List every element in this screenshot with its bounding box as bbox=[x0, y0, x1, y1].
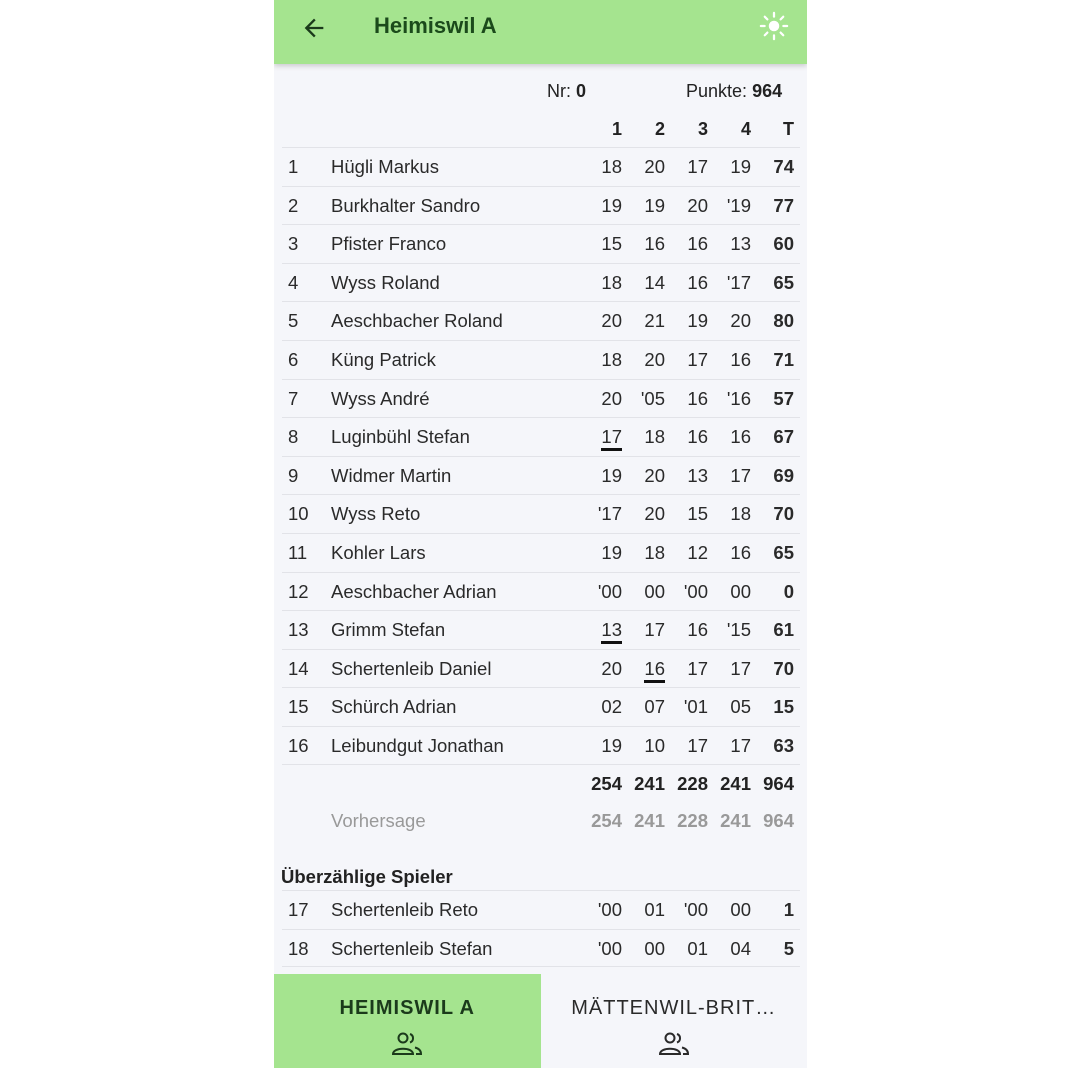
player-name: Wyss André bbox=[331, 387, 430, 409]
column-header-4: 4 bbox=[740, 119, 751, 139]
nr-label: Nr: bbox=[547, 81, 571, 101]
player-name: Wyss Roland bbox=[331, 271, 440, 293]
player-total: 0 bbox=[783, 580, 794, 602]
score-round-4: '15 bbox=[726, 619, 751, 641]
score-round-4: 00 bbox=[730, 580, 751, 602]
score-round-3: '00 bbox=[683, 899, 708, 920]
score-round-2: 18 bbox=[644, 426, 665, 448]
score-round-2: 00 bbox=[644, 937, 665, 959]
total-round-1: 254 bbox=[591, 773, 622, 794]
player-row[interactable] bbox=[282, 494, 800, 533]
punkte-label: Punkte: bbox=[686, 81, 748, 101]
bottom-tab-bar bbox=[274, 974, 807, 1068]
sun-icon bbox=[759, 11, 789, 41]
score-round-4: 17 bbox=[730, 657, 751, 679]
group-icon bbox=[390, 1030, 424, 1058]
player-name: Schertenleib Stefan bbox=[331, 937, 493, 959]
score-round-2: 00 bbox=[644, 580, 665, 602]
underlined-score: 13 bbox=[601, 619, 622, 644]
score-round-1: 20 bbox=[601, 310, 622, 332]
extra-player-list bbox=[282, 890, 800, 967]
player-rank: 14 bbox=[288, 657, 309, 679]
player-rank: 7 bbox=[288, 387, 299, 409]
player-name: Leibundgut Jonathan bbox=[331, 734, 504, 756]
player-name: Luginbühl Stefan bbox=[331, 426, 470, 448]
player-total: 71 bbox=[773, 348, 794, 370]
column-header-total: T bbox=[783, 119, 794, 139]
back-button[interactable] bbox=[296, 10, 332, 46]
score-round-2: 10 bbox=[644, 734, 665, 756]
player-total: 5 bbox=[783, 937, 794, 959]
player-row[interactable] bbox=[282, 572, 800, 611]
player-total: 61 bbox=[773, 619, 794, 641]
player-total: 67 bbox=[773, 426, 794, 448]
player-list bbox=[282, 147, 800, 765]
theme-toggle-button[interactable] bbox=[756, 8, 792, 44]
player-rank: 4 bbox=[288, 271, 299, 293]
player-name: Schertenleib Daniel bbox=[331, 657, 492, 679]
forecast-round-4: 241 bbox=[720, 810, 751, 831]
score-round-2: 19 bbox=[644, 194, 665, 216]
score-round-4: 17 bbox=[730, 464, 751, 486]
score-round-4: 05 bbox=[730, 696, 751, 718]
player-total: 70 bbox=[773, 657, 794, 679]
score-round-2: 21 bbox=[644, 310, 665, 332]
score-round-1 bbox=[582, 611, 622, 648]
score-round-2: 16 bbox=[644, 233, 665, 255]
player-rank: 3 bbox=[288, 233, 299, 255]
player-total: 65 bbox=[773, 541, 794, 563]
player-total: 15 bbox=[773, 696, 794, 718]
player-rank: 2 bbox=[288, 194, 299, 216]
score-round-1: 19 bbox=[601, 464, 622, 486]
player-row[interactable] bbox=[282, 610, 800, 649]
score-round-3: 20 bbox=[687, 194, 708, 216]
score-round-1: '17 bbox=[597, 503, 622, 525]
score-round-3: 17 bbox=[687, 657, 708, 679]
total-round-3: 228 bbox=[677, 773, 708, 794]
player-total: 1 bbox=[783, 899, 794, 920]
score-round-3: 17 bbox=[687, 156, 708, 177]
score-round-2: 07 bbox=[644, 696, 665, 718]
total-round-4: 241 bbox=[720, 773, 751, 794]
player-total: 70 bbox=[773, 503, 794, 525]
player-rank: 5 bbox=[288, 310, 299, 332]
score-round-1: '00 bbox=[597, 899, 622, 920]
totals-row bbox=[282, 764, 800, 803]
player-rank: 10 bbox=[288, 503, 309, 525]
underlined-score: 17 bbox=[601, 426, 622, 451]
player-total: 63 bbox=[773, 734, 794, 756]
score-round-1: '00 bbox=[597, 937, 622, 959]
player-row[interactable] bbox=[282, 379, 800, 418]
group-icon bbox=[657, 1030, 691, 1058]
score-round-3: 01 bbox=[687, 937, 708, 959]
player-row[interactable] bbox=[282, 726, 800, 765]
player-name: Kohler Lars bbox=[331, 541, 426, 563]
score-round-2: 18 bbox=[644, 541, 665, 563]
player-row[interactable] bbox=[282, 301, 800, 340]
column-header-2: 2 bbox=[654, 119, 665, 139]
score-round-3: 16 bbox=[687, 619, 708, 641]
score-round-4: 04 bbox=[730, 937, 751, 959]
score-round-3: '00 bbox=[683, 580, 708, 602]
player-row[interactable] bbox=[282, 649, 800, 688]
score-round-1: 19 bbox=[601, 734, 622, 756]
player-row[interactable] bbox=[282, 533, 800, 572]
player-total: 80 bbox=[773, 310, 794, 332]
app-bar bbox=[274, 0, 807, 64]
score-round-3: 16 bbox=[687, 387, 708, 409]
score-round-3: 16 bbox=[687, 426, 708, 448]
score-round-3: 19 bbox=[687, 310, 708, 332]
score-round-3: '01 bbox=[683, 696, 708, 718]
score-round-4: 16 bbox=[730, 426, 751, 448]
score-round-1 bbox=[582, 418, 622, 455]
forecast-round-1: 254 bbox=[591, 810, 622, 831]
player-total: 69 bbox=[773, 464, 794, 486]
player-name: Pfister Franco bbox=[331, 233, 447, 255]
score-round-4: 18 bbox=[730, 503, 751, 525]
player-rank: 11 bbox=[288, 541, 308, 563]
score-round-1: 18 bbox=[601, 156, 622, 177]
player-name: Aeschbacher Roland bbox=[331, 310, 503, 332]
player-total: 65 bbox=[773, 271, 794, 293]
score-round-1: 20 bbox=[601, 387, 622, 409]
player-row[interactable] bbox=[282, 147, 800, 186]
score-round-4: 20 bbox=[730, 310, 751, 332]
score-round-1: 19 bbox=[601, 194, 622, 216]
score-round-3: 17 bbox=[687, 734, 708, 756]
player-total: 60 bbox=[773, 233, 794, 255]
score-round-3: 15 bbox=[687, 503, 708, 525]
score-round-3: 17 bbox=[687, 348, 708, 370]
app-screen bbox=[274, 0, 807, 1068]
player-row[interactable] bbox=[282, 417, 800, 456]
score-round-2: 17 bbox=[644, 619, 665, 641]
score-round-3: 16 bbox=[687, 233, 708, 255]
score-round-4: 16 bbox=[730, 541, 751, 563]
tab-maettenwil-brit[interactable] bbox=[541, 974, 808, 1068]
team-score-table bbox=[274, 64, 807, 974]
player-name: Schürch Adrian bbox=[331, 696, 457, 718]
column-header-1: 1 bbox=[611, 119, 622, 139]
score-round-1: '00 bbox=[597, 580, 622, 602]
score-round-2: 20 bbox=[644, 503, 665, 525]
player-rank: 8 bbox=[288, 426, 299, 448]
player-total: 74 bbox=[773, 156, 794, 177]
player-row[interactable] bbox=[282, 263, 800, 302]
player-name: Küng Patrick bbox=[331, 348, 436, 370]
player-total: 77 bbox=[773, 194, 794, 216]
score-round-1: 19 bbox=[601, 541, 622, 563]
score-round-2: 14 bbox=[644, 271, 665, 293]
forecast-label: Vorhersage bbox=[331, 810, 426, 831]
score-round-3: 16 bbox=[687, 271, 708, 293]
player-rank: 16 bbox=[288, 734, 309, 756]
player-name: Burkhalter Sandro bbox=[331, 194, 481, 216]
page-title: Heimiswil A bbox=[374, 13, 497, 38]
tab-label: HEIMISWIL A bbox=[339, 997, 475, 1019]
forecast-row bbox=[282, 802, 800, 840]
score-round-2 bbox=[625, 650, 665, 687]
score-round-4: '16 bbox=[726, 387, 751, 409]
score-round-4: 19 bbox=[730, 156, 751, 177]
score-round-1: 20 bbox=[601, 657, 622, 679]
nr-info bbox=[547, 80, 586, 102]
score-round-2: 20 bbox=[644, 348, 665, 370]
score-round-4: '17 bbox=[726, 271, 751, 293]
player-row[interactable] bbox=[282, 456, 800, 495]
player-row[interactable] bbox=[282, 890, 800, 929]
player-name: Schertenleib Reto bbox=[331, 899, 479, 920]
player-row[interactable] bbox=[282, 687, 800, 726]
player-rank: 15 bbox=[288, 696, 309, 718]
arrow-left-icon bbox=[300, 14, 328, 42]
forecast-round-3: 228 bbox=[677, 810, 708, 831]
score-round-2: 20 bbox=[644, 156, 665, 177]
score-round-4: '19 bbox=[726, 194, 751, 216]
player-name: Hügli Markus bbox=[331, 156, 439, 177]
player-row[interactable] bbox=[282, 186, 800, 225]
score-round-3: 13 bbox=[687, 464, 708, 486]
score-round-2: 20 bbox=[644, 464, 665, 486]
forecast-round-2: 241 bbox=[634, 810, 665, 831]
score-round-4: 16 bbox=[730, 348, 751, 370]
score-round-4: 13 bbox=[730, 233, 751, 255]
punkte-info bbox=[686, 80, 782, 102]
player-name: Widmer Martin bbox=[331, 464, 452, 486]
total-round-2: 241 bbox=[634, 773, 665, 794]
player-rank: 18 bbox=[288, 937, 309, 959]
score-round-1: 18 bbox=[601, 348, 622, 370]
player-rank: 17 bbox=[288, 899, 309, 920]
player-rank: 1 bbox=[288, 156, 299, 177]
score-round-2: '05 bbox=[640, 387, 665, 409]
extra-players-heading: Überzählige Spieler bbox=[281, 866, 453, 887]
tab-label: MÄTTENWIL-BRIT… bbox=[571, 997, 777, 1019]
player-name: Grimm Stefan bbox=[331, 619, 446, 641]
player-rank: 9 bbox=[288, 464, 299, 486]
player-name: Wyss Reto bbox=[331, 503, 421, 525]
player-row[interactable] bbox=[282, 929, 800, 968]
player-rank: 13 bbox=[288, 619, 309, 641]
score-round-1: 18 bbox=[601, 271, 622, 293]
player-name: Aeschbacher Adrian bbox=[331, 580, 497, 602]
score-round-3: 12 bbox=[687, 541, 708, 563]
score-round-4: 00 bbox=[730, 899, 751, 920]
forecast-total: 964 bbox=[763, 810, 794, 831]
underlined-score: 16 bbox=[644, 658, 665, 683]
player-total: 57 bbox=[773, 387, 794, 409]
tab-heimiswil-a[interactable] bbox=[274, 974, 541, 1068]
player-rank: 12 bbox=[288, 580, 309, 602]
player-rank: 6 bbox=[288, 348, 299, 370]
nr-value: 0 bbox=[576, 81, 587, 101]
column-header-3: 3 bbox=[697, 119, 708, 139]
score-round-1: 15 bbox=[601, 233, 622, 255]
player-row[interactable] bbox=[282, 340, 800, 379]
score-round-4: 17 bbox=[730, 734, 751, 756]
punkte-value: 964 bbox=[752, 81, 783, 101]
player-row[interactable] bbox=[282, 224, 800, 263]
grand-total: 964 bbox=[763, 773, 794, 794]
score-round-1: 02 bbox=[601, 696, 622, 718]
score-round-2: 01 bbox=[644, 899, 665, 920]
